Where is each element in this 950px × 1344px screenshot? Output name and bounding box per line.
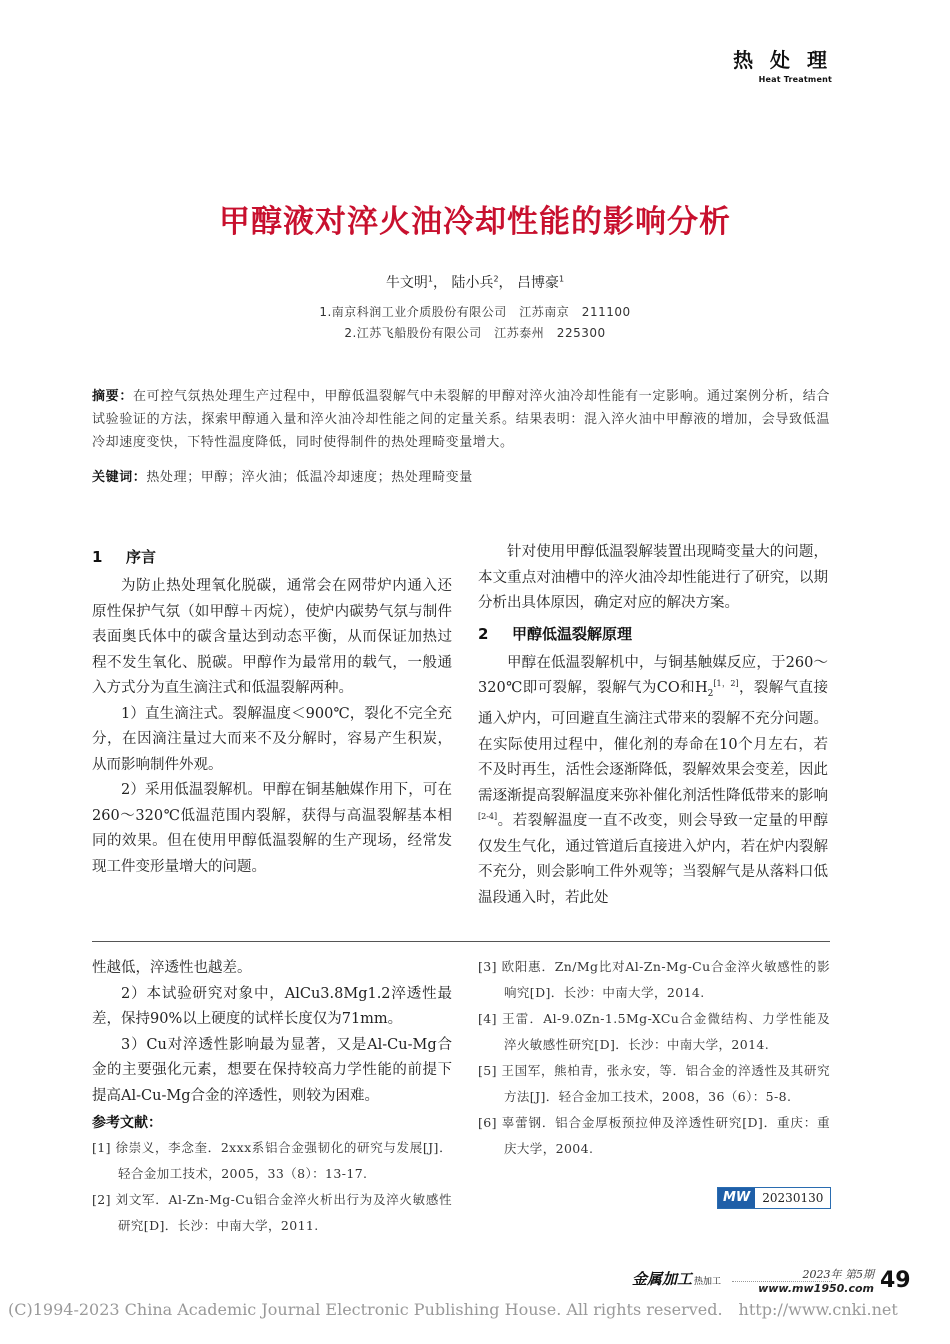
section-heading-text: 甲醇低温裂解原理	[512, 624, 633, 643]
affiliation-2: 2.江苏飞船股份有限公司 江苏泰州 225300	[344, 326, 606, 340]
section-tag	[733, 44, 832, 84]
paragraph: 2）本试验研究对象中，AlCu3.8Mg1.2淬透性最差，保持90%以上硬度的试样长度仅为71mm。	[92, 985, 452, 1027]
keywords-text: 热处理；甲醇；淬火油；低温冷却速度；热处理畸变量	[146, 470, 473, 485]
reference-item: [5] 王国军，熊柏青，张永安，等．铝合金的淬透性及其研究方法[J]．轻合金加工技术，2008，36（6）：5-8.	[478, 1063, 830, 1104]
copyright-watermark: (C)1994-2023 China Academic Journal Electronic Publishing House. All rights reserved. http://www.cnki.net	[8, 1300, 898, 1319]
journal-sub-name: 热加工	[694, 1277, 722, 1287]
keywords-label: 关键词：	[92, 470, 147, 485]
author-affil-mark: 1	[427, 274, 433, 284]
paragraph: 针对使用甲醇低温裂解装置出现畸变量大的问题，本文重点对油槽中的淬火油冷却性能进行了研究，以期分析出具体原因，确定对应的解决方案。	[478, 544, 828, 611]
paragraph: 3）Cu对淬透性影响最为显著，又是Al-Cu-Mg合金的主要强化元素，想要在保持较高力学性能的前提下提高Al-Cu-Mg合金的淬透性，则较为困难。	[92, 1036, 452, 1104]
section-heading-text: 序言	[126, 548, 157, 566]
citation: [2-4]	[478, 812, 498, 822]
prev-article-left-column	[92, 956, 452, 1239]
reference-item: [2] 刘文军．Al-Zn-Mg-Cu铝合金淬火析出行为及淬火敏感性研究[D]．长沙：中南大学，2011.	[92, 1192, 452, 1233]
section-title-en: Heat Treatment	[758, 75, 832, 84]
issue-label: 2023年 第5期	[802, 1268, 874, 1281]
right-column	[478, 540, 828, 911]
author-separator: ，	[498, 275, 513, 291]
paragraph: 性越低，淬透性也越差。	[92, 960, 252, 976]
journal-url: www.mw1950.com	[758, 1282, 874, 1295]
paragraph-text: ，裂解气直接通入炉内，可回避直生滴注式带来的裂解不充分问题。在实际使用过程中，催化剂的寿命在10个月左右，若不及时再生，活性会逐渐降低，裂解效果会变差，因此需逐渐提高裂解温度来弥补催化剂活性降低带来的影响	[478, 680, 828, 804]
author-name: 吕博豪	[517, 275, 559, 291]
author-affil-mark: 2	[493, 274, 499, 284]
author-name: 牛文明	[385, 275, 428, 291]
section-heading-2	[478, 617, 828, 651]
left-column	[92, 540, 452, 880]
reference-item: [6] 辜蕾钢．铝合金厚板预拉伸及淬透性研究[D]．重庆：重庆大学，2004.	[478, 1115, 830, 1156]
paragraph: 为防止热处理氧化脱碳，通常会在网带炉内通入还原性保护气氛（如甲醇＋丙烷），使炉内碳势气氛与制件表面奥氏体中的碳含量达到动态平衡，从而保证加热过程不发生氧化、脱碳。甲醇作为最常用的载气，一般通入方式分为直生滴注式和低温裂解两种。	[92, 578, 452, 696]
article-code: 20230130	[755, 1188, 830, 1208]
author-separator: ，	[433, 275, 447, 291]
abstract-label: 摘要：	[92, 389, 134, 404]
author-affil-mark: 1	[559, 274, 565, 284]
section-title-cn: 热 处 理	[733, 48, 832, 72]
citation: [1，2]	[713, 679, 739, 689]
mw-logo: MW	[718, 1188, 755, 1208]
journal-name: 金属加工	[632, 1270, 693, 1288]
keywords	[92, 466, 830, 485]
affiliation-1: 1.南京科润工业介质股份有限公司 江苏南京 211100	[319, 305, 631, 319]
abstract-text: 在可控气氛热处理生产过程中，甲醇低温裂解气中未裂解的甲醇对淬火油冷却性能有一定影响。通过案例分析，结合试验验证的方法，探索甲醇通入量和淬火油冷却性能之间的定量关系。结果表明：混入淬火油中甲醇液的增加，会导致低温冷却速度变快，下特性温度降低，同时使得制件的热处理畸变量增大。	[92, 389, 830, 450]
paragraph	[478, 651, 828, 912]
journal-logo	[632, 1268, 721, 1289]
reference-item: [4] 王雷．Al-9.0Zn-1.5Mg-XCu合金微结构、力学性能及淬火敏感性研究[D]．长沙：中南大学，2014.	[478, 1011, 830, 1052]
section-heading-1	[92, 540, 452, 574]
author-name: 陆小兵	[451, 275, 494, 291]
paragraph: 2）采用低温裂解机。甲醇在铜基触媒作用下，可在260～320℃低温范围内裂解，获得与高温裂解基本相同的效果。但在使用甲醇低温裂解的生产现场，经常发现工件变形量增大的问题。	[92, 782, 452, 875]
reference-item: [3] 欧阳惠．Zn/Mg比对Al-Zn-Mg-Cu合金淬火敏感性的影响究[D]．长沙：中南大学，2014.	[478, 959, 830, 1000]
subscript: 2	[707, 688, 714, 699]
author-line	[0, 272, 950, 292]
article-divider	[92, 941, 830, 942]
paragraph-text: 。若裂解温度一直不改变，则会导致一定量的甲醇仅发生气化，通过管道后直接进入炉内，若在炉内裂解不充分，则会影响工件外观等；当裂解气是从落料口低温段通入时，若此处	[478, 813, 828, 906]
paragraph-text: 甲醇在低温裂解机中，与铜基触媒反应，于260～320℃即可裂解，裂解气为CO和H	[478, 654, 828, 696]
abstract	[92, 385, 830, 454]
section-number: 2	[478, 624, 489, 643]
article-title: 甲醇液对淬火油冷却性能的影响分析	[219, 204, 731, 240]
reference-item: [1] 徐崇义，李念奎．2xxx系铝合金强韧化的研究与发展[J]．轻合金加工技术，2005，33（8）：13-17.	[92, 1140, 452, 1181]
section-number: 1	[92, 548, 103, 566]
page-number: 49	[880, 1268, 911, 1293]
prev-article-right-column	[478, 954, 830, 1162]
mw-article-code-badge	[717, 1187, 831, 1209]
references-heading: 参考文献：	[92, 1115, 162, 1131]
paragraph: 1）直生滴注式。裂解温度＜900℃，裂化不完全充分，在因滴注量过大而来不及分解时，容易产生积炭，从而影响制件外观。	[92, 705, 452, 773]
